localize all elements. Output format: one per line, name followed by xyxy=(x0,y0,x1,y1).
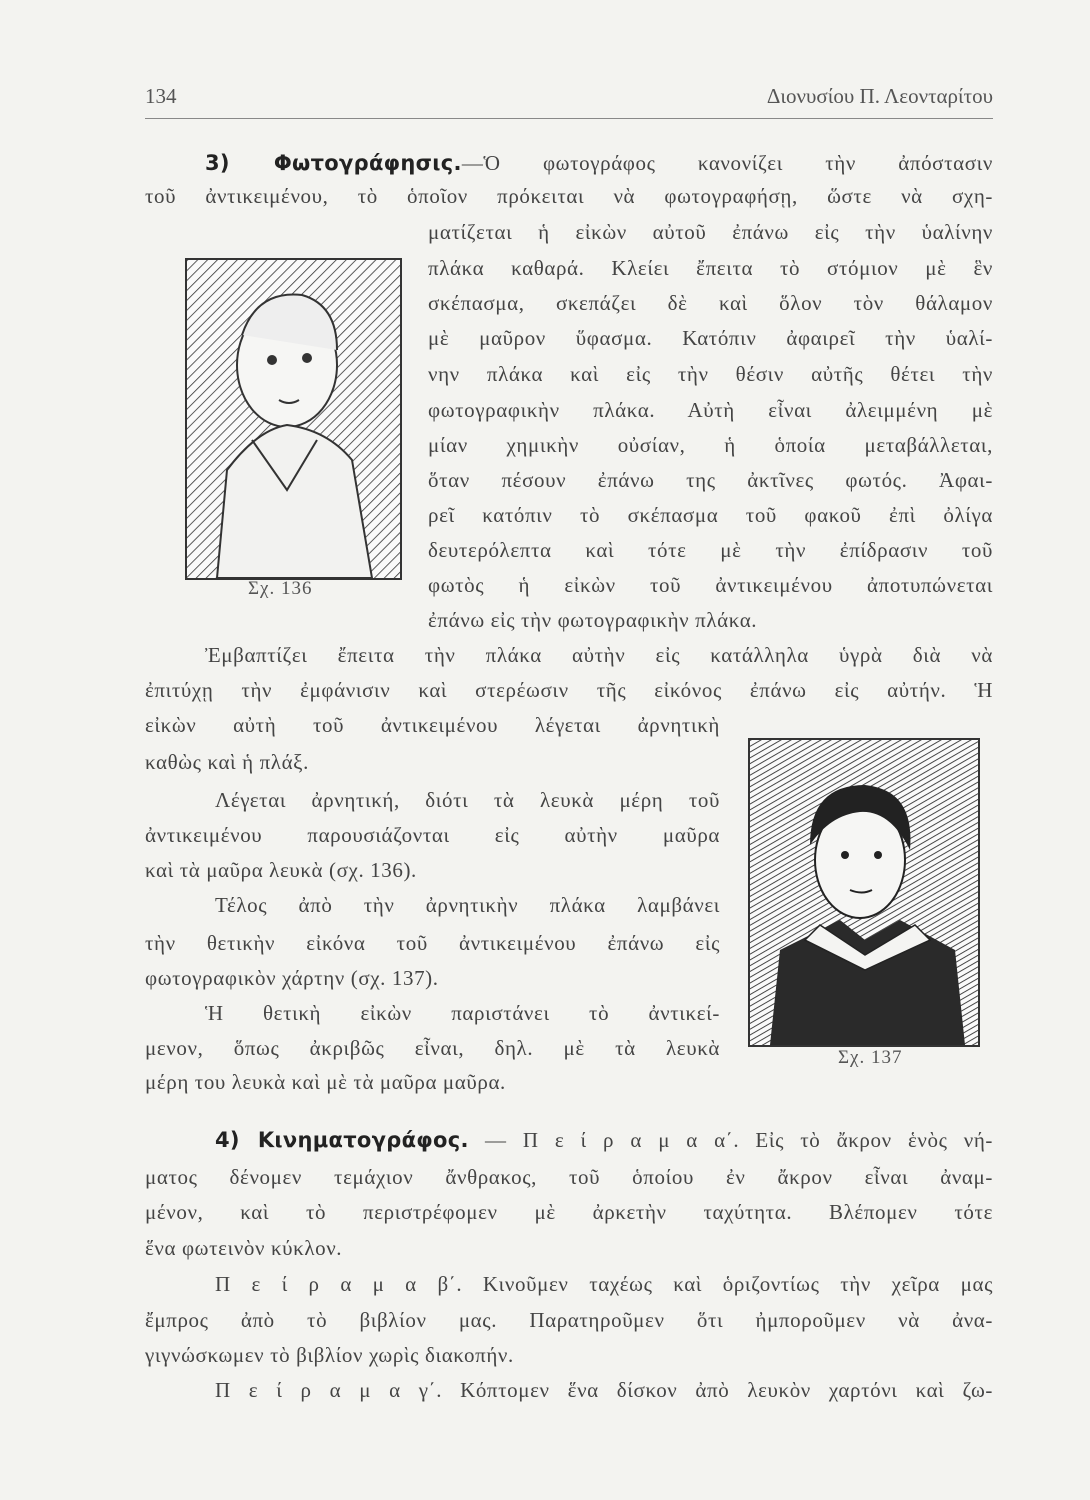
line-text: ἐπιτύχῃ τὴν ἐμφάνισιν καὶ στερέωσιν τῆς εἰκόνος ἐπάνω εἰς αὐτήν. Ἡ xyxy=(145,678,993,702)
line-text: φωτογραφικὴν πλάκα. Αὐτὴ εἶναι ἀλειμμένη μὲ xyxy=(428,398,993,422)
line-text: Ἡ θετικὴ εἰκὼν παριστάνει τὸ ἀντικεί- xyxy=(205,1001,720,1025)
line-text: ματος δένομεν τεμάχιον ἄνθρακος, τοῦ ὁποίου ἐν ἄκρον εἶναι ἀναμ- xyxy=(145,1165,993,1189)
text-line xyxy=(145,748,720,776)
figure-136-caption: Σχ. 136 xyxy=(248,578,313,599)
line-text: μίαν χημικὴν οὐσίαν, ἡ ὁποία μεταβάλλεται, xyxy=(428,433,993,457)
line-text: γιγνώσκωμεν τὸ βιβλίον χωρὶς διακοπήν. xyxy=(145,1343,514,1367)
line-text: —Ὁ φωτογράφος κανονίζει τὴν ἀπόστασιν xyxy=(461,151,994,175)
figure-136-negative-portrait xyxy=(185,258,402,580)
text-line xyxy=(215,1376,993,1404)
line-text: ἐπάνω εἰς τὴν φωτογραφικὴν πλάκα. xyxy=(428,608,758,632)
line-text: μὲ μαῦρον ὕφασμα. Κατόπιν ἀφαιρεῖ τὴν ὑαλί- xyxy=(428,326,993,350)
text-line xyxy=(145,1341,993,1369)
line-text: καὶ τὰ μαῦρα λευκὰ (σχ. 136). xyxy=(145,858,417,882)
line-text: σκέπασμα, σκεπάζει δὲ καὶ ὅλον τὸν θάλαμον xyxy=(428,291,993,315)
line-text: — Π ε ί ρ α μ α α΄. Εἰς τὸ ἄκρον ἑνὸς νή- xyxy=(468,1128,993,1152)
text-line xyxy=(205,641,993,669)
line-text: ρεῖ κατόπιν τὸ σκέπασμα τοῦ φακοῦ ἐπὶ ὀλίγα xyxy=(428,503,993,527)
line-text: ὅταν πέσουν ἐπάνω της ἀκτῖνες φωτός. Ἀφαι- xyxy=(428,468,993,492)
text-line xyxy=(145,1163,993,1191)
line-text: Π ε ί ρ α μ α γ΄. Κόπτομεν ἕνα δίσκον ἀπὸ λευκὸν χαρτόνι καὶ ζω- xyxy=(215,1378,993,1402)
text-line xyxy=(145,821,720,849)
line-text: φωτὸς ἡ εἰκὼν τοῦ ἀντικειμένου ἀποτυπώνεται xyxy=(428,573,993,597)
text-line xyxy=(145,1034,720,1062)
line-text: ματίζεται ἡ εἰκὼν αὐτοῦ ἐπάνω εἰς τὴν ὑαλίνην xyxy=(428,220,993,244)
line-text: καθὼς καὶ ἡ πλάξ. xyxy=(145,750,309,774)
line-text: εἰκὼν αὐτὴ τοῦ ἀντικειμένου λέγεται ἀρνητικὴ xyxy=(145,713,720,737)
page-number: 134 xyxy=(145,84,177,108)
line-text: νην πλάκα καὶ εἰς τὴν θέσιν αὐτῆς θέτει τὴν xyxy=(428,362,993,386)
text-line xyxy=(428,431,993,459)
figure-137-caption: Σχ. 137 xyxy=(838,1047,903,1068)
text-line xyxy=(145,964,720,992)
running-header-author: Διονυσίου Π. Λεονταρίτου xyxy=(766,84,993,108)
text-line xyxy=(215,1270,993,1298)
figure-137-positive-portrait xyxy=(748,738,980,1047)
line-text: μένον, καὶ τὸ περιστρέφομεν μὲ ἀρκετὴν ταχύτητα. Βλέπομεν τότε xyxy=(145,1200,993,1224)
line-text: ἕνα φωτεινὸν κύκλον. xyxy=(145,1236,343,1260)
text-line xyxy=(428,324,993,352)
text-line xyxy=(205,149,993,177)
text-line xyxy=(215,891,720,919)
line-text: τοῦ ἀντικειμένου, τὸ ὁποῖον πρόκειται νὰ φωτογραφήσῃ, ὥστε νὰ σχη- xyxy=(145,184,993,208)
line-text: τὴν θετικὴν εἰκόνα τοῦ ἀντικειμένου ἐπάνω εἰς xyxy=(145,931,720,955)
text-line xyxy=(145,1068,720,1096)
text-line xyxy=(428,254,993,282)
text-line xyxy=(428,360,993,388)
text-line xyxy=(205,999,720,1027)
text-line xyxy=(145,711,720,739)
section-heading: 4) Κινηματογράφος. xyxy=(215,1128,469,1152)
text-line xyxy=(428,536,993,564)
line-text: ἀντικειμένου παρουσιάζονται εἰς αὐτὴν μαῦρα xyxy=(145,823,720,847)
text-line xyxy=(145,1198,993,1226)
line-text: μενον, ὅπως ἀκριβῶς εἶναι, δηλ. μὲ τὰ λευκὰ xyxy=(145,1036,720,1060)
line-text: φωτογραφικὸν χάρτην (σχ. 137). xyxy=(145,966,439,990)
line-text: Ἐμβαπτίζει ἔπειτα τὴν πλάκα αὐτὴν εἰς κατάλληλα ὑγρὰ διὰ νὰ xyxy=(205,643,993,667)
text-line xyxy=(215,786,720,814)
section-heading: 3) Φωτογράφησις. xyxy=(205,151,462,175)
text-line xyxy=(428,606,993,634)
line-text: ἔμπρος ἀπὸ τὸ βιβλίον μας. Παρατηροῦμεν ὅτι ἠμποροῦμεν νὰ ἀνα- xyxy=(145,1308,993,1332)
text-line xyxy=(428,218,993,246)
text-line xyxy=(145,182,993,210)
text-line xyxy=(145,1234,993,1262)
text-line xyxy=(145,1306,993,1334)
text-line xyxy=(428,466,993,494)
header-rule xyxy=(145,118,993,119)
text-line xyxy=(428,396,993,424)
line-text: δευτερόλεπτα καὶ τότε μὲ τὴν ἐπίδρασιν τοῦ xyxy=(428,538,993,562)
text-line xyxy=(145,929,720,957)
line-text: Λέγεται ἀρνητική, διότι τὰ λευκὰ μέρη τοῦ xyxy=(215,788,720,812)
text-line xyxy=(145,676,993,704)
text-line xyxy=(428,501,993,529)
text-line xyxy=(215,1126,993,1154)
line-text: πλάκα καθαρά. Κλείει ἔπειτα τὸ στόμιον μὲ ἓν xyxy=(428,256,993,280)
text-line xyxy=(428,289,993,317)
line-text: Τέλος ἀπὸ τὴν ἀρνητικὴν πλάκα λαμβάνει xyxy=(215,893,720,917)
text-line xyxy=(428,571,993,599)
line-text: μέρη του λευκὰ καὶ μὲ τὰ μαῦρα μαῦρα. xyxy=(145,1070,506,1094)
line-text: Π ε ί ρ α μ α β΄. Κινοῦμεν ταχέως καὶ ὁριζοντίως τὴν χεῖρα μας xyxy=(215,1272,993,1296)
text-line xyxy=(145,856,720,884)
